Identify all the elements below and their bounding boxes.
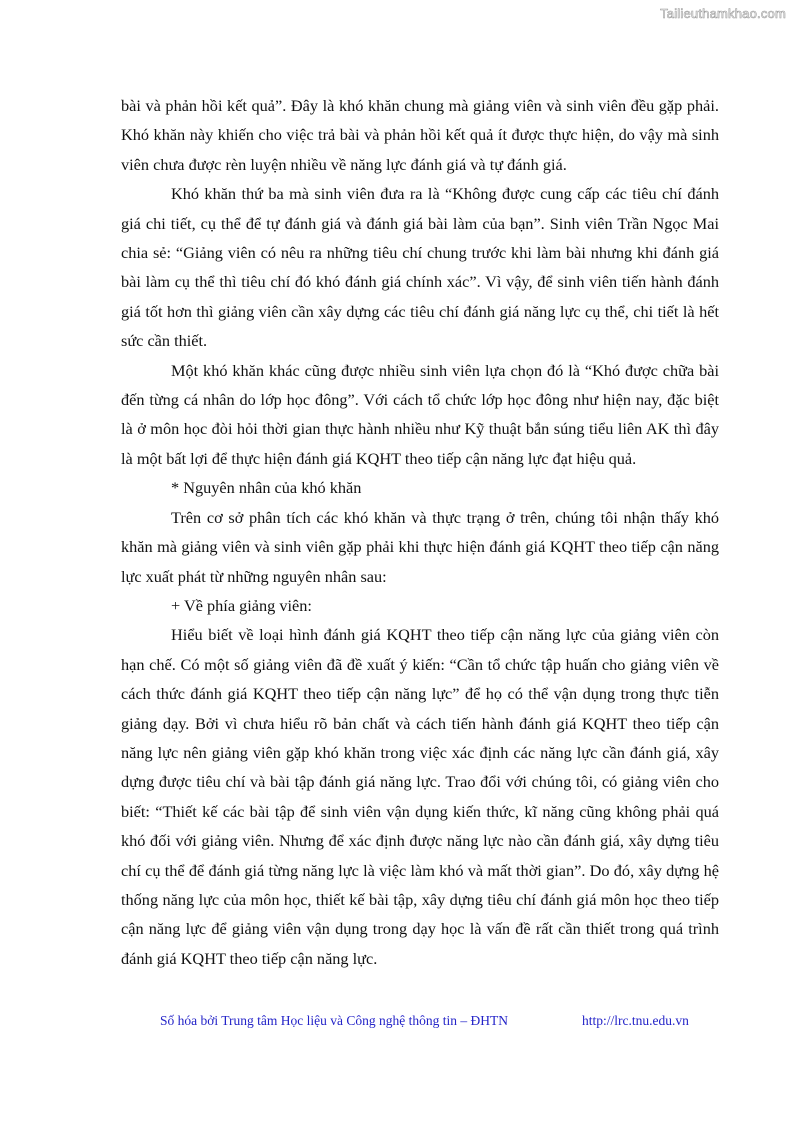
footer-link[interactable]: http://lrc.tnu.edu.vn xyxy=(582,1013,689,1028)
section-heading-causes: * Nguyên nhân của khó khăn xyxy=(171,478,362,498)
watermark: Tailieuthamkhao.com xyxy=(660,6,786,21)
subheading-lecturer-side: + Về phía giảng viên: xyxy=(171,595,312,615)
paragraph-4: Trên cơ sở phân tích các khó khăn và thực trạng ở trên, chúng tôi nhận thấy khó khăn mà giảng viên và sinh viên gặp phải khi thực hiện đánh giá KQHT theo tiếp cận năng lực xuất phát từ những nguyên nhân sau: xyxy=(121,507,719,586)
paragraph-1: bài và phản hồi kết quả”. Đây là khó khăn chung mà giảng viên và sinh viên đều gặp phải. Khó khăn này khiến cho việc trả bài và phản hồi kết quả ít được thực hiện, do vậy mà sinh viên chưa được rèn luyện nhiều về năng lực đánh giá và tự đánh giá. xyxy=(121,96,719,174)
paragraph-2: Khó khăn thứ ba mà sinh viên đưa ra là “Không được cung cấp các tiêu chí đánh giá chi tiết, cụ thể để tự đánh giá và đánh giá bài làm của bạn”. Sinh viên Trần Ngọc Mai chia sẻ: “Giảng viên có nêu ra những tiêu chí chung trước khi làm bài nhưng khi đánh giá bài làm cụ thể thì tiêu chí đó khó đánh giá chính xác”. Vì vậy, để sinh viên tiến hành đánh giá tốt hơn thì giảng viên cần xây dựng các tiêu chí đánh giá năng lực cụ thể, chi tiết là hết sức cần thiết. xyxy=(121,184,719,351)
page-footer xyxy=(160,1013,720,1029)
paragraph-5: Hiểu biết về loại hình đánh giá KQHT theo tiếp cận năng lực của giảng viên còn hạn chế. Có một số giảng viên đã đề xuất ý kiến: “Cần tổ chức tập huấn cho giảng viên về cách thức đánh giá KQHT theo tiếp cận năng lực” để họ có thể vận dụng trong thực tiễn giảng dạy. Bởi vì chưa hiểu rõ bản chất và cách tiến hành đánh giá KQHT theo tiếp cận năng lực nên giảng viên gặp khó khăn trong việc xác định các năng lực cần đánh giá, xây dựng được tiêu chí và bài tập đánh giá năng lực. Trao đổi với chúng tôi, có giảng viên cho biết: “Thiết kế các bài tập để sinh viên vận dụng kiến thức, kĩ năng cũng không phải quá khó đối với giảng viên. Nhưng để xác định được năng lực nào cần đánh giá, xây dựng tiêu chí cụ thể để đánh giá từng năng lực là việc làm khó và mất thời gian”. Do đó, xây dựng hệ thống năng lực của môn học, thiết kế bài tập, xây dựng tiêu chí đánh giá môn học theo tiếp cận năng lực để giảng viên vận dụng trong dạy học là vấn đề rất cần thiết trong quá trình đánh giá KQHT theo tiếp cận năng lực. xyxy=(121,625,719,968)
footer-credit: Số hóa bởi Trung tâm Học liệu và Công nghệ thông tin – ĐHTN xyxy=(160,1013,509,1028)
paragraph-3: Một khó khăn khác cũng được nhiều sinh viên lựa chọn đó là “Khó được chữa bài đến từng cá nhân do lớp học đông”. Với cách tổ chức lớp học đông như hiện nay, đặc biệt là ở môn học đòi hỏi thời gian thực hành nhiều như Kỹ thuật bắn súng tiểu liên AK thì đây là một bất lợi để thực hiện đánh giá KQHT theo tiếp cận năng lực đạt hiệu quả. xyxy=(121,360,719,468)
page-body xyxy=(121,91,719,973)
